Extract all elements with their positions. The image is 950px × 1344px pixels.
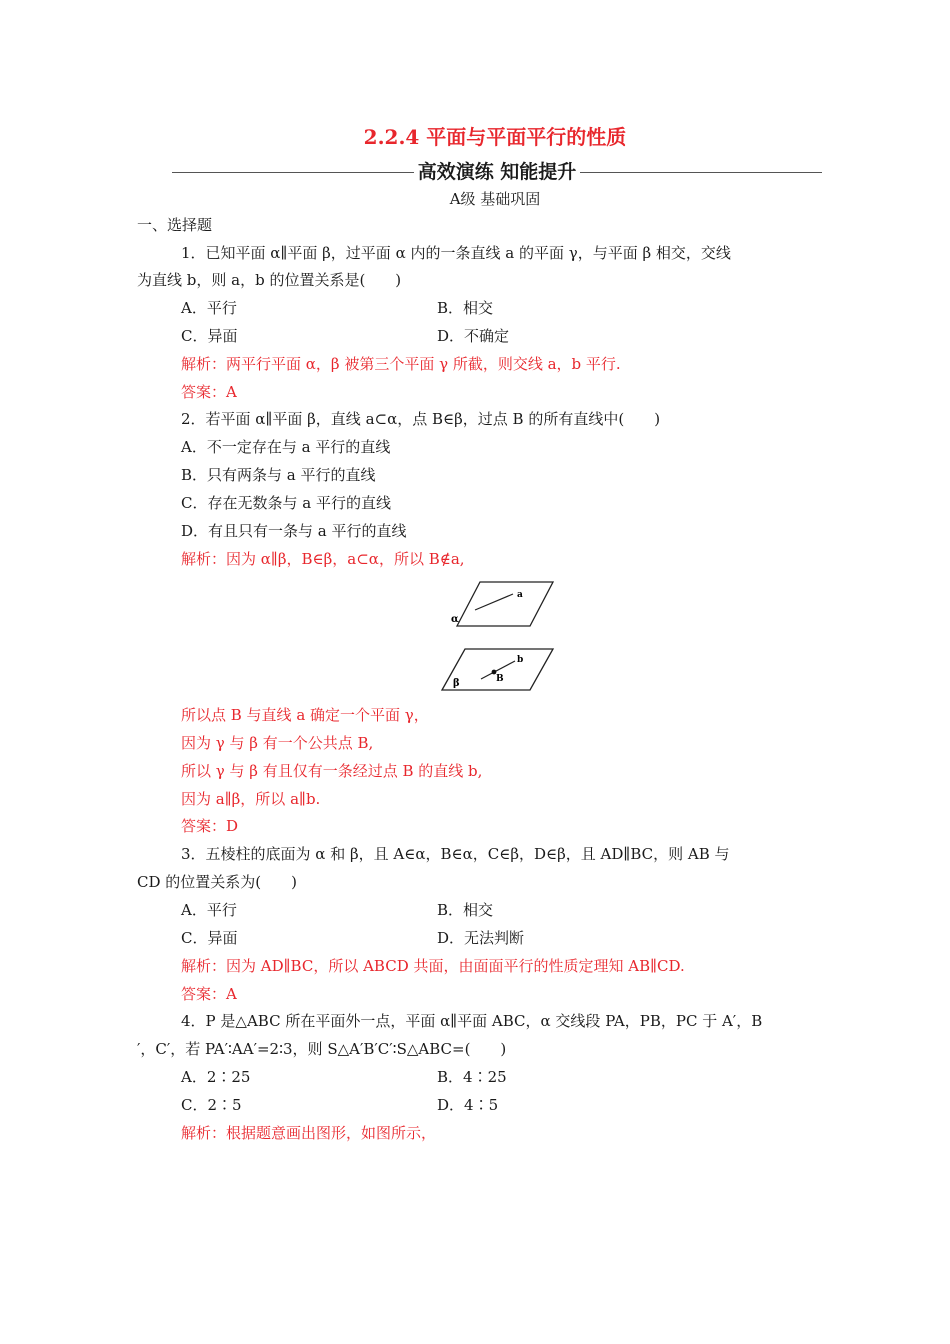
q4-option-d: D．4∶5	[437, 1096, 499, 1114]
label-a: a	[517, 590, 523, 600]
q4-option-c: C．2∶5	[181, 1096, 242, 1114]
q3-stem-line1: 3．五棱柱的底面为 α 和 β，且 A∈α，B∈α，C∈β，D∈β，且 AD∥BC，则 AB 与	[181, 845, 730, 863]
q2-option-b: B．只有两条与 a 平行的直线	[181, 466, 376, 484]
level-heading: A级 基础巩固	[449, 190, 541, 208]
q2-analysis-line2: 因为 γ 与 β 有一个公共点 B,	[181, 734, 374, 752]
q4-option-b: B．4∶25	[437, 1068, 507, 1086]
label-b: b	[517, 655, 524, 665]
q2-stem: 2．若平面 α∥平面 β，直线 a⊂α，点 B∈β，过点 B 的所有直线中( )	[181, 410, 661, 428]
section-heading: 一、选择题	[137, 216, 213, 234]
q4-analysis: 解析：根据题意画出图形，如图所示，	[181, 1124, 437, 1142]
q4-stem-line1: 4．P 是△ABC 所在平面外一点，平面 α∥平面 ABC，α 交线段 PA，PB，PC 于 A′，B	[181, 1012, 763, 1030]
q1-answer: 答案：A	[181, 383, 237, 401]
q2-analysis-line1: 所以点 B 与直线 a 确定一个平面 γ，	[181, 706, 429, 724]
q3-stem-line2: CD 的位置关系为( )	[137, 873, 297, 891]
q2-analysis-line4: 因为 a∥β，所以 a∥b.	[181, 790, 321, 808]
q2-option-a: A．不一定存在与 a 平行的直线	[181, 438, 391, 456]
q3-option-b: B．相交	[437, 901, 494, 919]
q1-analysis: 解析：两平行平面 α，β 被第三个平面 γ 所截，则交线 a，b 平行.	[181, 355, 621, 373]
parallel-planes-figure	[437, 578, 557, 694]
q2-option-d: D．有且只有一条与 a 平行的直线	[181, 522, 407, 540]
q4-stem-line2: ′，C′，若 PA′∶AA′=2∶3，则 S△A′B′C′∶S△ABC=( )	[137, 1040, 507, 1058]
line-a-shape	[475, 594, 513, 610]
q3-option-c: C．异面	[181, 929, 238, 947]
q3-answer: 答案：A	[181, 985, 237, 1003]
q2-analysis: 解析：因为 α∥β，B∈β，a⊂α，所以 B∉a,	[181, 550, 465, 568]
label-point-B: B	[496, 674, 504, 684]
q3-analysis: 解析：因为 AD∥BC，所以 ABCD 共面，由面面平行的性质定理知 AB∥CD.	[181, 957, 685, 975]
q2-analysis-line3: 所以 γ 与 β 有且仅有一条经过点 B 的直线 b,	[181, 762, 483, 780]
plane-alpha-shape	[457, 582, 553, 626]
q1-option-c: C．异面	[181, 327, 238, 345]
q2-option-c: C．存在无数条与 a 平行的直线	[181, 494, 391, 512]
q2-answer: 答案：D	[181, 817, 239, 835]
q3-option-d: D．无法判断	[437, 929, 525, 947]
label-beta: β	[453, 678, 460, 689]
page-title: 2.2.4 平面与平面平行的性质	[363, 125, 627, 149]
subtitle-text: 高效演练 知能提升	[414, 161, 581, 183]
q1-option-b: B．相交	[437, 299, 494, 317]
q3-option-a: A．平行	[181, 901, 237, 919]
q1-option-d: D．不确定	[437, 327, 510, 345]
q1-option-a: A．平行	[181, 299, 237, 317]
label-alpha: α	[451, 614, 459, 625]
q1-stem-line1: 1．已知平面 α∥平面 β，过平面 α 内的一条直线 a 的平面 γ，与平面 β 相交，交线	[181, 244, 731, 262]
subtitle-banner	[172, 160, 822, 184]
q4-option-a: A．2∶25	[181, 1068, 251, 1086]
q1-stem-line2: 为直线 b，则 a，b 的位置关系是( )	[137, 271, 402, 289]
